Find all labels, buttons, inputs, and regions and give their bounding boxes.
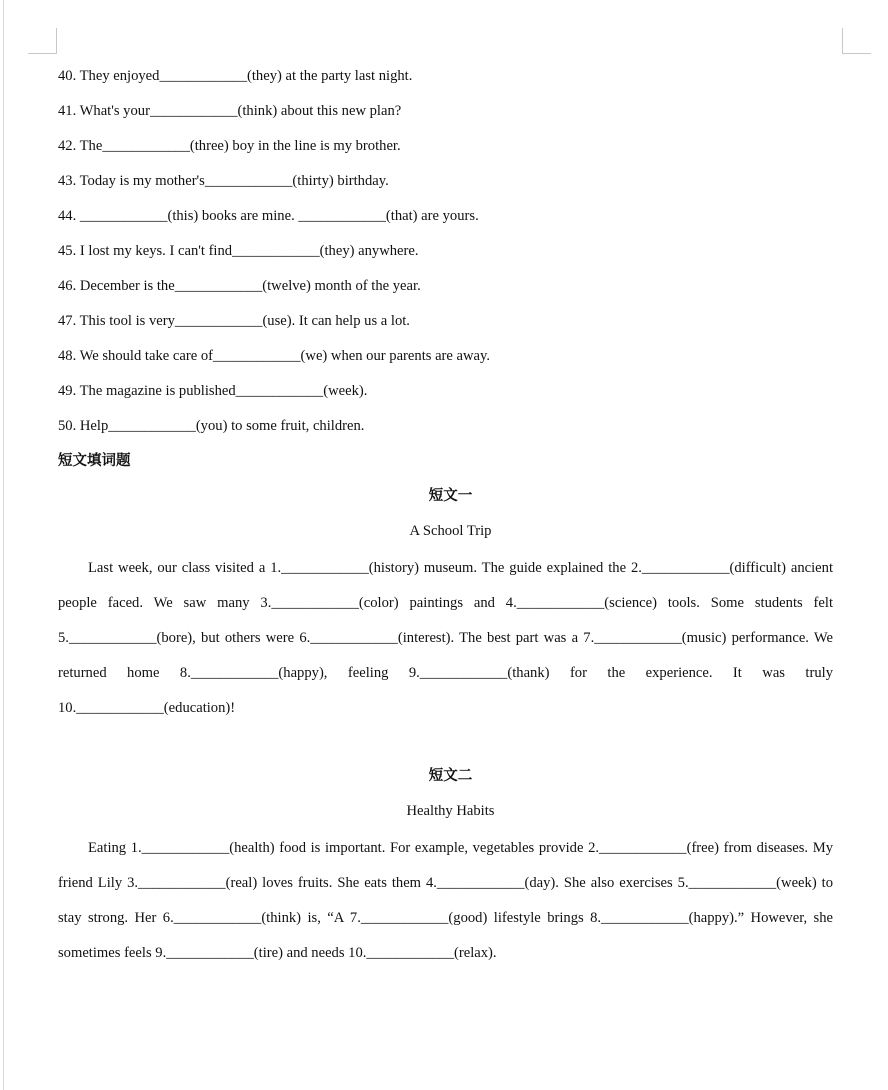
question-50: 50. Help____________(you) to some fruit, children. <box>58 418 365 434</box>
margin-corner-mark-right <box>842 28 871 54</box>
question-49: 49. The magazine is published____________(week). <box>58 383 368 399</box>
passage-1-subtitle: A School Trip <box>409 523 492 539</box>
document-body <box>58 61 833 971</box>
page-edge <box>3 0 4 1090</box>
question-46: 46. December is the____________(twelve) month of the year. <box>58 278 421 294</box>
question-47: 47. This tool is very____________(use). It can help us a lot. <box>58 313 410 329</box>
question-48: 48. We should take care of____________(we) when our parents are away. <box>58 348 491 364</box>
passage-1-title: 短文一 <box>428 488 473 504</box>
question-43: 43. Today is my mother's____________(thirty) birthday. <box>58 173 389 189</box>
passage-2-title: 短文二 <box>428 768 473 784</box>
question-45: 45. I lost my keys. I can't find____________(they) anywhere. <box>58 243 419 259</box>
margin-corner-mark-left <box>28 28 57 54</box>
question-42: 42. The____________(three) boy in the line is my brother. <box>58 138 401 154</box>
passage-1-text: Last week, our class visited a 1.____________(history) museum. The guide explained the 2.____________(difficult) ancient people faced. We saw many 3.____________(color) paintings and 4.____________(science) tools. Some students felt 5.____________(bore), but others were 6.____________(interest). The best part was a 7.____________(music) performance. We returned home 8.____________(happy), feeling 9.____________(thank) for the experience. It was truly 10.____________(education)! <box>58 560 833 716</box>
passage-spacer <box>58 726 833 761</box>
question-41: 41. What's your____________(think) about this new plan? <box>58 103 402 119</box>
passage-2-text: Eating 1.____________(health) food is important. For example, vegetables provide 2.____________(free) from diseases. My friend Lily 3.____________(real) loves fruits. She eats them 4.____________(day). She also exercises 5.____________(week) to stay strong. Her 6.____________(think) is, “A 7.____________(good) lifestyle brings 8.____________(happy).” However, she sometimes feels 9.____________(tire) and needs 10.____________(relax). <box>58 840 833 961</box>
question-44: 44. ____________(this) books are mine. ____________(that) are yours. <box>58 208 479 224</box>
question-40: 40. They enjoyed____________(they) at the party last night. <box>58 68 413 84</box>
passage-2-subtitle: Healthy Habits <box>406 803 495 819</box>
section-heading: 短文填词题 <box>58 453 131 469</box>
